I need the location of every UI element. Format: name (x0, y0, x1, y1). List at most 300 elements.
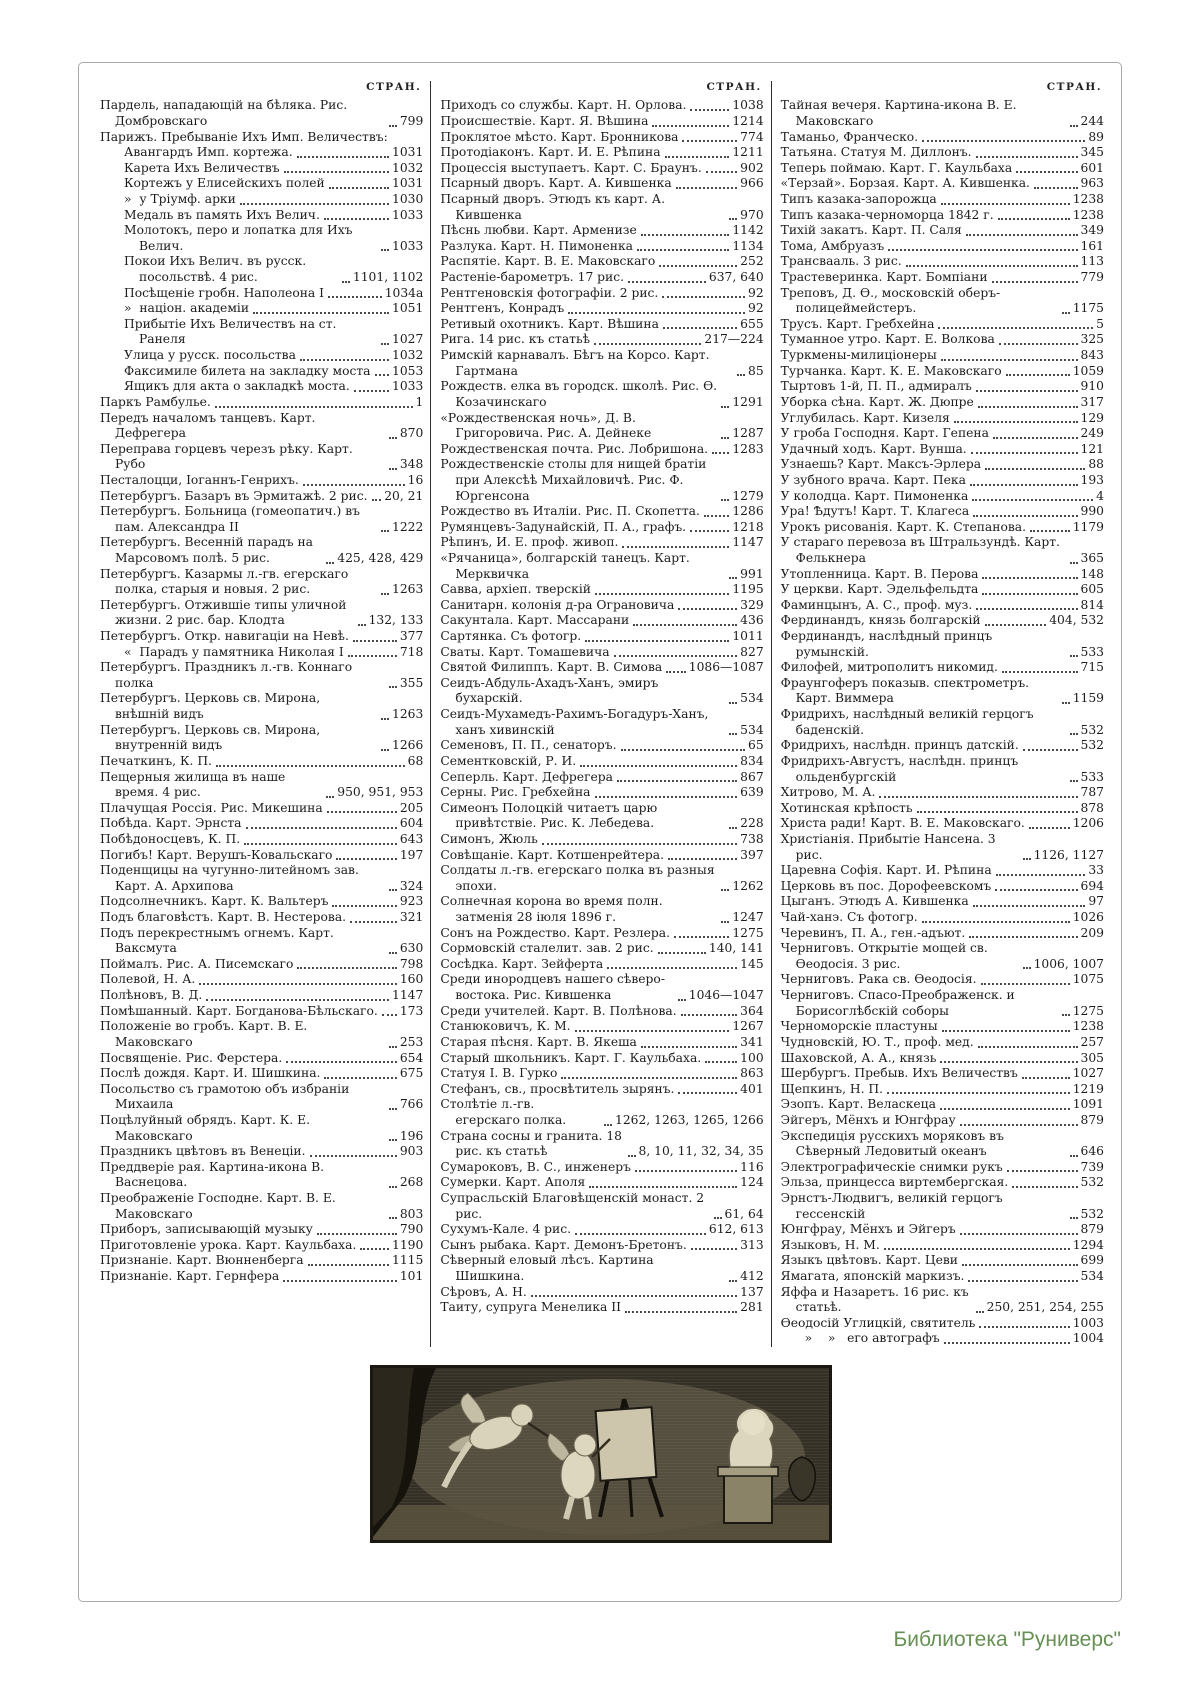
entry-text: Типъ казака-запорожца (780, 191, 937, 206)
dot-leader (575, 1030, 730, 1032)
index-entry (440, 1019, 763, 1035)
index-entry (440, 848, 763, 864)
entry-text: Шаховской, А. А., князь (780, 1050, 937, 1065)
entry-page-number: 1263 (392, 707, 424, 722)
entry-page-number: 1147 (732, 535, 764, 550)
dot-leader (729, 733, 737, 735)
entry-text: Петербургъ. Казармы л.-гв. егерскаго полка, старыя и новыя. 2 рис. (100, 566, 349, 597)
index-entry (440, 286, 763, 302)
index-entry (100, 972, 423, 988)
index-entry (781, 208, 1104, 224)
index-entry (781, 894, 1104, 910)
entry-page-number: 1262 (732, 878, 764, 893)
index-entry (781, 317, 1104, 333)
entry-text: Сонъ на Рождество. Карт. Резлера. (440, 925, 670, 940)
entry-page-number: 1263 (392, 582, 424, 597)
index-entry (781, 1066, 1104, 1082)
entry-text: Таманьо, Франческо. (780, 129, 919, 144)
dot-leader (1006, 374, 1070, 376)
dot-leader (982, 593, 1077, 595)
index-entry (100, 723, 423, 754)
dot-leader (283, 1280, 397, 1282)
index-entry (440, 1051, 763, 1067)
index-entry (781, 1035, 1104, 1051)
entry-text: Ѳеодосій Углицкій, святитель (780, 1315, 976, 1330)
entry-page-number: 814 (1080, 597, 1104, 612)
index-entry (781, 941, 1104, 972)
dot-leader (941, 203, 1070, 205)
entry-text: Сумерки. Карт. Аполя (440, 1175, 586, 1190)
dot-leader (297, 156, 389, 158)
entry-page-number: 341 (740, 1034, 764, 1049)
index-entry (100, 645, 423, 661)
entry-page-number: 1033 (392, 379, 424, 394)
entry-page-number: 65 (748, 738, 764, 753)
dot-leader (665, 156, 730, 158)
dot-leader (585, 640, 729, 642)
entry-page-number: 923 (399, 894, 424, 909)
entry-text: Сосѣдка. Карт. Зейферта (440, 956, 604, 971)
index-entry (781, 1129, 1104, 1160)
entry-text: Симонъ, Жюль (440, 831, 538, 846)
entry-page-number: 250, 251, 254, 255 (986, 1300, 1104, 1315)
entry-page-number: 534 (740, 691, 764, 706)
entry-page-number: 355 (399, 675, 424, 690)
entry-page-number: 140, 141 (708, 941, 764, 956)
dot-leader (992, 281, 1078, 283)
entry-page-number: 1142 (732, 223, 764, 238)
entry-page-number: 193 (1080, 472, 1104, 487)
index-entry (781, 785, 1104, 801)
index-entry (100, 1191, 423, 1222)
index-entry (440, 161, 763, 177)
index-entry (440, 941, 763, 957)
entry-page-number: 33 (1088, 863, 1104, 878)
index-entry (100, 1269, 423, 1285)
index-entry (100, 988, 423, 1004)
index-entry (100, 957, 423, 973)
entry-text: Эльза, принцесса виртембергская. (780, 1175, 1009, 1190)
index-entry (781, 364, 1104, 380)
index-entry (781, 426, 1104, 442)
entry-text: Римскій карнавалъ. Бѣгъ на Корсо. Карт. Гартмана (440, 348, 710, 378)
entry-page-number: 910 (1080, 379, 1104, 394)
entry-page-number: 88 (1088, 457, 1104, 472)
entry-page-number: 132, 133 (368, 613, 424, 628)
dot-leader (381, 749, 389, 751)
dot-leader (1070, 780, 1078, 782)
index-entry (440, 645, 763, 661)
entry-page-number: 1051 (392, 301, 424, 316)
dot-leader (310, 1155, 397, 1157)
entry-text: Погибъ! Карт. Верушъ-Ковальскаго (100, 847, 333, 862)
entry-text: Фридрихъ-Августъ, наслѣдн. принцъ ольденбургскій (780, 753, 1019, 784)
index-entry (781, 489, 1104, 505)
index-entry (781, 1238, 1104, 1254)
dot-leader (721, 889, 729, 891)
entry-text: Сеидъ-Мухамедъ-Рахимъ-Богадуръ-Ханъ, ханъ хивинскій (440, 707, 709, 737)
entry-page-number: 1275 (732, 925, 764, 940)
dot-leader (625, 1311, 737, 1313)
entry-page-number: 425, 428, 429 (337, 551, 424, 565)
entry-page-number: 1126, 1127 (1033, 847, 1104, 862)
dot-leader (976, 1311, 984, 1313)
index-entry (781, 1191, 1104, 1222)
index-entry (781, 972, 1104, 988)
entry-text: Юнгфрау, Мёнхъ и Эйгеръ (780, 1222, 956, 1237)
entry-text: Экспедиція русскихъ моряковъ въ Сѣверный Ледовитый океанъ (780, 1128, 1004, 1159)
entry-page-number: 404, 532 (1049, 613, 1104, 628)
entry-text: Сеидъ-Абдуль-Ахадъ-Ханъ, эмиръ бухарскій. (440, 675, 659, 706)
dot-leader (995, 889, 1077, 891)
entry-page-number: 601 (1080, 160, 1104, 175)
entry-text: Паркъ Рамбулье. (100, 394, 211, 409)
index-entry (100, 598, 423, 629)
dot-leader (240, 203, 389, 205)
index-entry (440, 176, 763, 192)
entry-text: Семеновъ, П. П., сенаторъ. (440, 738, 617, 753)
entry-page-number: 1034а (384, 285, 424, 300)
dot-leader (976, 608, 1077, 610)
entry-text: Савва, архіеп. тверскій (440, 582, 592, 597)
entry-page-number: 1046—1047 (688, 988, 764, 1003)
dot-leader (721, 437, 729, 439)
dot-leader (737, 374, 745, 376)
dot-leader (622, 546, 729, 548)
dot-leader (317, 1233, 397, 1235)
entry-page-number: 1275 (1072, 1003, 1104, 1018)
entry-text: Языкъ цвѣтовъ. Карт. Цеви (780, 1253, 958, 1268)
entry-text: Парижъ. Пребываніе Ихъ Имп. Величествъ: (100, 129, 388, 144)
dot-leader (215, 406, 413, 408)
entry-text: У зубного врача. Карт. Пека (780, 472, 966, 487)
entry-page-number: 1033 (392, 207, 424, 222)
index-entry (440, 457, 763, 504)
entry-text: Протодіаконъ. Карт. И. Е. Рѣпина (440, 145, 661, 160)
entry-text: Шербургъ. Пребыв. Ихъ Величествъ (780, 1066, 1018, 1081)
entry-page-number: 1211 (732, 145, 764, 160)
index-entry (781, 176, 1104, 192)
entry-text: Туркмены-милиціонеры (780, 348, 937, 363)
dot-leader (1023, 967, 1031, 969)
dot-leader (561, 1077, 737, 1079)
index-entry (440, 801, 763, 832)
entry-text: » » его автографъ (804, 1331, 940, 1346)
dot-leader (993, 437, 1078, 439)
entry-text: Теперь поймаю. Карт. Г. Каульбаха (780, 160, 1013, 175)
entry-text: Ура! Ѣдутъ! Карт. Т. Клагеса (780, 504, 970, 519)
index-entry (781, 676, 1104, 707)
column-header-stran: СТРАН. (1046, 81, 1102, 93)
entry-text: Растеніе-барометръ. 17 рис. (440, 270, 625, 285)
entry-page-number: 345 (1080, 145, 1104, 160)
entry-page-number: 244 (1080, 113, 1104, 128)
entry-page-number: 970 (740, 207, 764, 222)
index-entry (781, 816, 1104, 832)
index-entry (440, 972, 763, 1003)
entry-page-number: 205 (399, 800, 424, 815)
index-entry (100, 691, 423, 722)
entry-page-number: 268 (399, 1175, 424, 1190)
entry-text: Сеперль. Карт. Дефрегера (440, 769, 613, 784)
entry-page-number: 699 (1080, 1253, 1104, 1268)
index-entry (100, 1238, 423, 1254)
index-entry (100, 504, 423, 535)
index-entry (440, 520, 763, 536)
dot-leader (382, 1014, 397, 1016)
dot-leader (389, 468, 397, 470)
dot-leader (662, 296, 745, 298)
entry-page-number: 1033 (392, 238, 424, 253)
dot-leader (246, 827, 397, 829)
entry-text: Среди инородцевъ нашего сѣверо-востока. Рис. Кившенка (440, 972, 665, 1003)
index-entry (781, 473, 1104, 489)
dot-leader (594, 343, 701, 345)
entry-text: Послѣ дождя. Карт. И. Шишкина. (100, 1066, 321, 1081)
dot-leader (729, 577, 737, 579)
entry-text: Эйгеръ, Мёнхъ и Юнгфрау (780, 1112, 956, 1127)
entry-text: Положеніе во гробъ. Карт. В. Е. Маковскаго (100, 1019, 308, 1049)
entry-page-number: 533 (1080, 769, 1104, 784)
dot-leader (1070, 655, 1078, 657)
index-entry (440, 926, 763, 942)
entry-page-number: 532 (1080, 738, 1104, 753)
entry-page-number: 1190 (392, 1237, 424, 1252)
entry-text: Признаніе. Карт. Вюнненберга (100, 1253, 304, 1268)
entry-page-number: 1291 (732, 394, 764, 409)
entry-page-number: 604 (399, 816, 424, 831)
index-entry (100, 1222, 423, 1238)
entry-page-number: 766 (399, 1097, 424, 1112)
entry-text: Щепкинъ, Н. П. (780, 1081, 884, 1096)
dot-leader (972, 499, 1093, 501)
index-entry (100, 1113, 423, 1144)
entry-page-number: 377 (399, 629, 424, 644)
index-entry (100, 1004, 423, 1020)
dot-leader (1062, 702, 1070, 704)
entry-text: Святой Филиппъ. Карт. В. Симова (440, 660, 663, 675)
entry-text: Медаль въ память Ихъ Велич. (124, 207, 320, 222)
entry-text: Трусъ. Карт. Гребхейна (780, 316, 935, 331)
dot-leader (389, 125, 397, 127)
dot-leader (284, 171, 389, 173)
dot-leader (1012, 1186, 1077, 1188)
entry-page-number: 532 (1080, 1175, 1104, 1190)
index-column (430, 81, 770, 1347)
index-entry (440, 254, 763, 270)
entry-text: Яффа и Назаретъ. 16 рис. къ статьѣ. (780, 1284, 969, 1315)
index-entry (781, 832, 1104, 863)
entry-text: » у Тріумф. арки (124, 191, 236, 206)
dot-leader (999, 343, 1078, 345)
dot-leader (678, 1092, 737, 1094)
dot-leader (389, 1139, 397, 1141)
entry-page-number: 101 (399, 1269, 424, 1284)
dot-leader (342, 281, 350, 283)
entry-page-number: 253 (399, 1034, 424, 1049)
index-entry (781, 254, 1104, 270)
index-entry (440, 832, 763, 848)
column-header-stran: СТРАН. (366, 81, 422, 93)
dot-leader (300, 359, 389, 361)
dot-leader (906, 265, 1078, 267)
entry-page-number: 20, 21 (384, 488, 424, 503)
index-entry (781, 660, 1104, 676)
entry-text: Ящикъ для акта о закладкѣ моста. (124, 379, 350, 394)
entry-text: Филофей, митрополитъ никомид. (780, 660, 998, 675)
entry-text: Посольство съ грамотою объ избраніи Михаила (100, 1081, 350, 1112)
dot-leader (712, 452, 729, 454)
dot-leader (389, 889, 397, 891)
index-entry (440, 613, 763, 629)
entry-page-number: 878 (1080, 800, 1104, 815)
entry-text: Кортежъ у Елисейскихъ полей (124, 176, 325, 191)
entry-page-number: 532 (1080, 1206, 1104, 1221)
entry-page-number: 1214 (732, 113, 764, 128)
dot-leader (705, 1061, 737, 1063)
dot-leader (973, 905, 1086, 907)
dot-leader (327, 811, 397, 813)
dot-leader (641, 1046, 737, 1048)
entry-text: Чудновскій, Ю. Т., проф. мед. (780, 1034, 974, 1049)
dot-leader (389, 1217, 397, 1219)
entry-page-number: 145 (740, 956, 764, 971)
dot-leader (922, 140, 1085, 142)
index-entry (440, 598, 763, 614)
entry-text: Сваты. Карт. Томашевича (440, 644, 610, 659)
entry-page-number: 113 (1080, 254, 1104, 269)
dot-leader (1022, 1077, 1070, 1079)
entry-text: Старый школьникъ. Карт. Г. Каульбаха. (440, 1050, 702, 1065)
index-entry (440, 894, 763, 925)
entry-text: Сѣровъ, А. Н. (440, 1284, 527, 1299)
dot-leader (985, 624, 1047, 626)
index-entry (100, 1144, 423, 1160)
entry-page-number: 655 (740, 316, 764, 331)
dot-leader (531, 1295, 737, 1297)
entry-page-number: 209 (1080, 925, 1104, 940)
entry-page-number: 1038 (732, 98, 764, 113)
dot-leader (960, 1124, 1078, 1126)
index-column (91, 81, 430, 1347)
dot-leader (617, 780, 737, 782)
dot-leader (729, 702, 737, 704)
index-entry (440, 1082, 763, 1098)
index-entry (440, 1066, 763, 1082)
index-entry (440, 379, 763, 410)
dot-leader (354, 390, 389, 392)
entry-text: Поймалъ. Рис. А. Писемскаго (100, 956, 294, 971)
entry-text: Симеонъ Полоцкій читаетъ царю привѣтствіе. Рис. К. Лебедева. (440, 800, 658, 831)
dot-leader (729, 218, 737, 220)
dot-leader (668, 858, 737, 860)
entry-text: Эзопъ. Карт. Веласкеца (780, 1097, 936, 1112)
index-entry (100, 535, 423, 566)
entry-page-number: 779 (1080, 270, 1104, 285)
entry-page-number: 16 (407, 472, 424, 487)
index-entry (781, 1285, 1104, 1316)
entry-page-number: 5 (1096, 316, 1104, 331)
entry-page-number: 324 (399, 878, 424, 893)
index-entry (781, 926, 1104, 942)
entry-text: Трастеверинка. Карт. Бомпіани (780, 270, 988, 285)
dot-leader (595, 593, 729, 595)
entry-text: Переправа горцевъ черезъ рѣку. Карт. Рубо (100, 441, 353, 472)
entry-text: У стараго перевоза въ Штральзундѣ. Карт. Фелькнера (780, 535, 1060, 565)
entry-text: Праздникъ цвѣтовъ въ Венеціи. (100, 1144, 306, 1159)
entry-text: Тихій закатъ. Карт. П. Саля (780, 223, 962, 238)
index-entry (781, 286, 1104, 317)
index-entry (100, 567, 423, 598)
entry-page-number: 1247 (732, 910, 764, 925)
index-entry (440, 1253, 763, 1284)
entry-page-number: 534 (1080, 1269, 1104, 1284)
entry-page-number: 1059 (1072, 363, 1104, 378)
entry-text: Посѣщеніе гробн. Наполеона I (124, 285, 325, 300)
index-entry (100, 848, 423, 864)
dot-leader (336, 858, 396, 860)
entry-page-number: 1075 (1072, 972, 1104, 987)
entry-page-number: 89 (1088, 129, 1104, 144)
index-entry (100, 894, 423, 910)
index-entry (781, 161, 1104, 177)
entry-text: Рентгеновскія фотографіи. 2 рис. (440, 285, 659, 300)
dot-leader (658, 952, 706, 954)
entry-page-number: 160 (399, 972, 424, 987)
entry-page-number: 325 (1080, 332, 1104, 347)
index-entry (781, 1175, 1104, 1191)
entry-page-number: 612, 613 (708, 1222, 764, 1237)
entry-text: Печаткинъ, К. П. (100, 753, 212, 768)
dot-leader (922, 921, 1070, 923)
entry-page-number: 1006, 1007 (1033, 956, 1104, 971)
entry-text: Турчанка. Карт. К. Е. Маковскаго (780, 363, 1002, 378)
dot-leader (353, 640, 397, 642)
dot-leader (721, 499, 729, 501)
entry-text: Среди учителей. Карт. В. Полѣнова. (440, 1003, 677, 1018)
dot-leader (690, 109, 729, 111)
entry-text: У колодца. Карт. Пимоненка (780, 488, 969, 503)
entry-page-number: 637, 640 (708, 270, 764, 285)
entry-text: Разлука. Карт. Н. Пимоненка (440, 238, 633, 253)
dot-leader (358, 624, 366, 626)
entry-page-number: 436 (740, 613, 764, 628)
entry-page-number: 966 (740, 176, 764, 191)
entry-text: «Терзай». Борзая. Карт. А. Кившенка. (780, 176, 1030, 191)
entry-page-number: 317 (1080, 394, 1104, 409)
entry-page-number: 365 (1080, 551, 1104, 565)
entry-page-number: 148 (1080, 566, 1104, 581)
entry-text: Авангардъ Имп. кортежа. (124, 145, 293, 160)
entry-page-number: 827 (740, 644, 764, 659)
entry-page-number: 1283 (732, 441, 764, 456)
index-entry (100, 1160, 423, 1191)
dot-leader (954, 421, 1078, 423)
index-entry (100, 770, 423, 801)
dot-leader (575, 1233, 706, 1235)
dot-leader (996, 874, 1086, 876)
index-entry (100, 1066, 423, 1082)
index-entry (781, 1269, 1104, 1285)
entry-page-number: 843 (1080, 348, 1104, 363)
entry-page-number: 1027 (1072, 1066, 1104, 1081)
engraving-image (370, 1365, 832, 1543)
index-entry (100, 379, 423, 395)
entry-text: Фридрихъ, наслѣдный великій герцогъ баденскій. (780, 707, 1034, 737)
entry-text: Уборка сѣна. Карт. Ж. Дюпре (780, 394, 974, 409)
entry-page-number: 532 (1080, 722, 1104, 737)
entry-text: Полевой, Н. А. (100, 972, 196, 987)
